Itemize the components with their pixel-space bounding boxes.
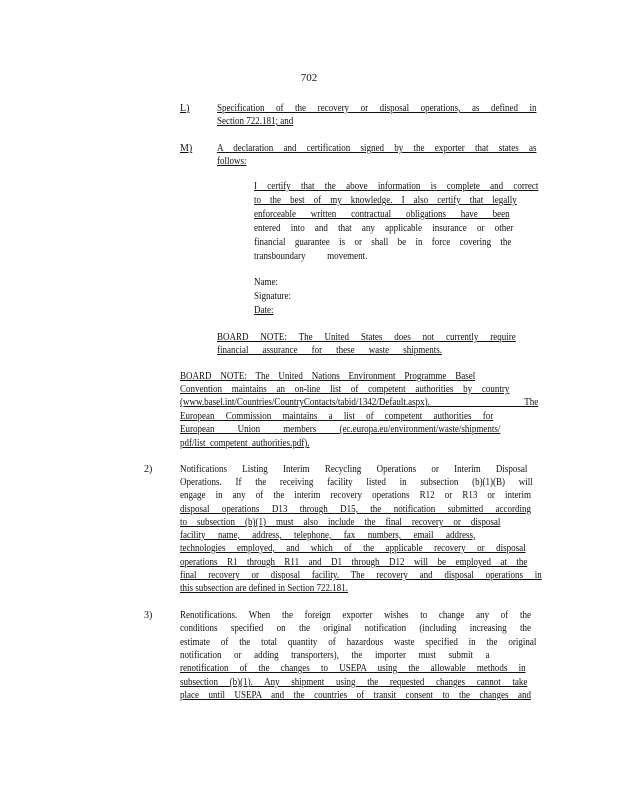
item-2-line: final recovery or disposal facility. The recovery and disposal operations in [180,570,542,581]
certification-line: to the best of my knowledge. I also certify that legally [254,195,517,206]
item-2-line: engage in any of the interim recovery operations R12 or R13 or interim [180,490,531,501]
item-2-line: technologies employed, and which of the applicable recovery or disposal [180,543,526,554]
item-2-line: to subsection (b)(1) must also include the final recovery or disposal [180,517,501,528]
item-2-line: operations R1 through R11 and D1 through D12 will be employed at the [180,557,528,568]
certification-line: financial guarantee is or shall be in force covering the [254,237,512,248]
item-3-line: renotification of the changes to USEPA using the allowable methods in [180,663,526,674]
board-note-line: European Commission maintains a list of competent authorities for [180,411,494,422]
name-field-label: Name: [254,277,278,288]
item-3-line: notification or adding transporters), the importer must submit a [180,650,490,661]
item-3-line: conditions specified on the original notification (including increasing the [180,623,531,634]
item-2-label: 2) [144,464,153,475]
board-note-line: BOARD NOTE: The United Nations Environment Programme Basel [180,371,476,382]
board-note-line: (www.basel.int/Countries/CountryContacts/tabid/1342/Default.aspx). The [180,397,539,408]
item-3-label: 3) [144,610,153,621]
board-note-line: pdf/list_competent_authorities.pdf). [180,438,310,449]
item-m-line: A declaration and certification signed by the exporter that states as [217,143,537,154]
item-m-label: M) [180,143,193,154]
item-2-line: Notifications Listing Interim Recycling Operations or Interim Disposal [180,464,528,475]
item-l-line: Specification of the recovery or disposal operations, as defined in [217,103,537,114]
certification-line: transboundary movement. [254,251,368,262]
item-3-line: subsection (b)(1). Any shipment using the requested changes cannot take [180,677,528,688]
date-field-label: Date: [254,305,274,316]
item-2-line: disposal operations D13 through D15, the notification submitted according [180,504,531,515]
item-m-line: follows: [217,156,247,167]
item-2-line: this subsection are defined in Section 722.181. [180,583,348,594]
item-l-line: Section 722.181; and [217,116,294,127]
item-2-line: Operations. If the receiving facility listed in subsection (b)(1)(B) will [180,477,533,488]
board-note-line: BOARD NOTE: The United States does not currently require [217,332,516,343]
board-note-line: Convention maintains an on-line list of competent authorities by country [180,384,510,395]
item-3-line: Renotifications. When the foreign exporter wishes to change any of the [180,610,531,621]
board-note-line: financial assurance for these waste shipments. [217,345,442,356]
item-3-line: place until USEPA and the countries of transit consent to the changes and [180,690,531,701]
item-3-line: estimate of the total quantity of hazardous waste specified in the original [180,637,537,648]
certification-line: I certify that the above information is complete and correct [254,181,539,192]
certification-line: entered into and that any applicable insurance or other [254,223,514,234]
signature-field-label: Signature: [254,291,291,302]
item-2-line: facility name, address, telephone, fax numbers, email address, [180,530,476,541]
item-l-label: L) [180,103,190,114]
board-note-line: European Union members (ec.europa.eu/environment/waste/shipments/ [180,424,501,435]
page-number: 702 [300,72,318,84]
certification-line: enforceable written contractual obligations have been [254,209,510,220]
